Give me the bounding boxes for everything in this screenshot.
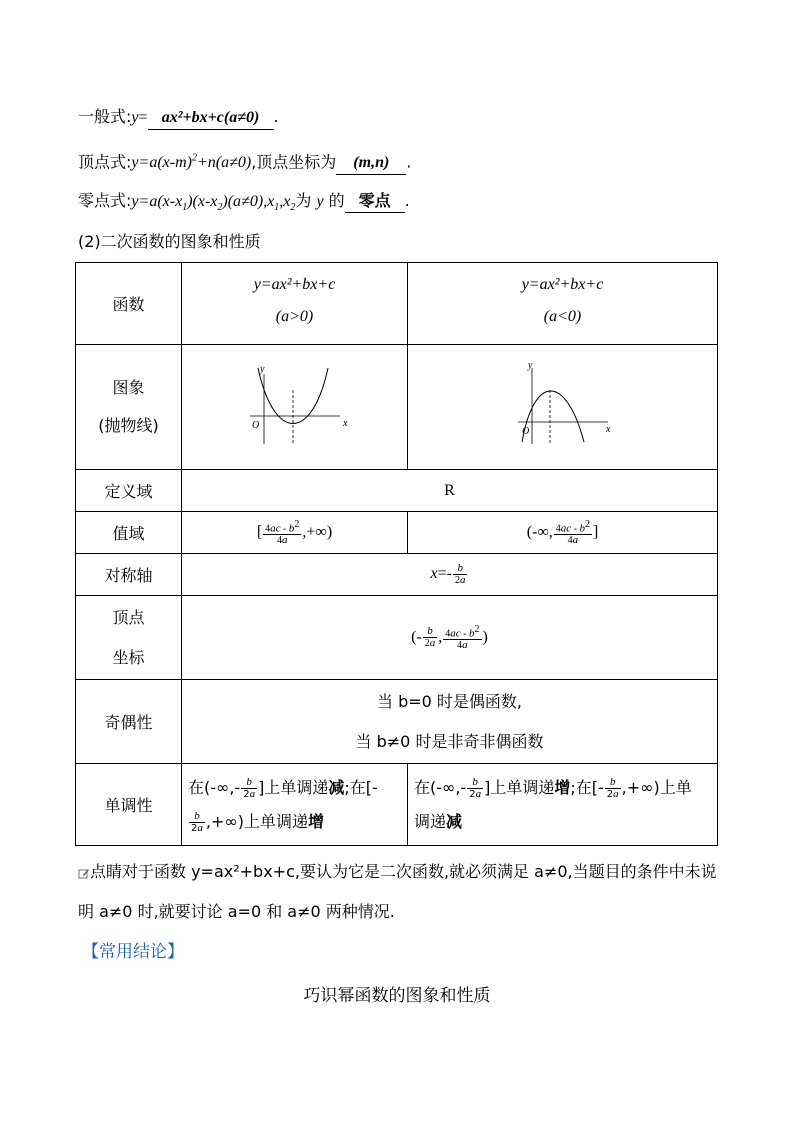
row-header-range: 值域 <box>76 512 182 554</box>
mono-text: 在(-∞,- <box>188 777 241 797</box>
zero-form-line <box>78 190 410 219</box>
formula-cell-neg <box>408 263 718 345</box>
fraction: $\frac{b}{2a}$ <box>454 562 466 586</box>
row-header-graph <box>76 345 182 470</box>
general-form-label: 一般式: <box>78 107 132 126</box>
y-axis-label: y <box>259 364 264 375</box>
graph-cell-upward <box>182 345 408 470</box>
parity-line-2: 当 b≠0 时是非奇非偶函数 <box>355 731 544 751</box>
y-axis-label: y <box>527 360 532 371</box>
vertex-form-label: 顶点式: <box>78 152 132 172</box>
formula-pos: y=ax²+bx+c <box>253 275 336 293</box>
row-header-axis: 对称轴 <box>76 554 182 596</box>
row-header-domain: 定义域 <box>76 470 182 512</box>
table-row-vertex <box>76 596 718 680</box>
table-row-domain <box>76 470 718 512</box>
fraction: $\frac{b}{2a}$ <box>424 625 436 649</box>
tip-note <box>78 852 718 932</box>
mono-decreasing: 减 <box>446 811 463 831</box>
mono-decreasing: 减 <box>328 777 345 797</box>
common-conclusion-heading: 【常用结论】 <box>82 942 184 962</box>
parity-value <box>182 680 718 764</box>
zero-mid-text-2: 的 <box>323 191 345 210</box>
x-axis-label: x <box>605 424 610 435</box>
upward-parabola-graph <box>240 360 350 450</box>
fraction: $\frac{4ac - b^2}{4a}$ <box>265 518 300 547</box>
condition-neg: (a<0) <box>543 307 582 325</box>
zero-form-label: 零点式: <box>78 191 132 210</box>
monotonicity-pos <box>182 764 408 846</box>
downward-parabola-graph <box>508 360 618 450</box>
range-pos: [ $\frac{4ac - b^2}{4a}$ ,+∞) <box>182 512 408 554</box>
power-function-title: 巧识幂函数的图象和性质 <box>303 986 491 1006</box>
axis-value: x=- $\frac{b}{2a}$ <box>182 554 718 596</box>
table-row-axis <box>76 554 718 596</box>
mono-increasing: 增 <box>307 811 324 831</box>
vertex-blank: (m,n) <box>336 152 406 175</box>
table-row-monotonicity <box>76 764 718 846</box>
mono-text: 在(-∞,- <box>414 777 467 797</box>
y-symbol: y <box>131 109 139 126</box>
table-row-range <box>76 512 718 554</box>
fraction: $\frac{b}{2a}$ <box>243 775 256 800</box>
zero-mid-text: 为 <box>295 191 317 210</box>
mono-text: ]上单调递 <box>484 777 555 797</box>
mono-text: ]上单调递 <box>258 777 329 797</box>
row-header-function: 函数 <box>76 263 182 345</box>
pencil-icon <box>78 867 90 879</box>
vertex-coord-label: ,顶点坐标为 <box>251 152 337 172</box>
fraction: $\frac{b}{2a}$ <box>469 775 482 800</box>
monotonicity-neg <box>408 764 718 846</box>
mono-text: ;在[- <box>570 777 604 797</box>
period: . <box>406 152 412 172</box>
parity-line-1: 当 b=0 时是偶函数, <box>376 691 522 711</box>
graph-cell-downward <box>408 345 718 470</box>
x-axis-label: x <box>342 418 347 429</box>
vertex-label-1: 顶点 <box>112 607 145 627</box>
graph-label: 图象 <box>112 378 145 397</box>
vertex-form-line <box>78 148 411 175</box>
formula-neg: y=ax²+bx+c <box>521 275 604 293</box>
row-header-monotonicity: 单调性 <box>76 764 182 846</box>
condition-pos: (a>0) <box>275 307 314 325</box>
y-symbol: y <box>316 193 324 210</box>
mono-text: ,+∞)上单 <box>621 777 692 797</box>
table-row-parity <box>76 680 718 764</box>
fraction: $\frac{4ac - b^2}{4a}$ <box>555 518 590 547</box>
vertex-formula: $y=a(x-m)^2+n(a\ne 0)$ <box>131 153 252 172</box>
zero-formula: $y=a(x-x_1)(x-x_2)(a\ne 0),x_1,x_2$ <box>131 193 296 214</box>
range-neg: (-∞, $\frac{4ac - b^2}{4a}$ ] <box>408 512 718 554</box>
table-row-graph <box>76 345 718 470</box>
row-header-parity: 奇偶性 <box>76 680 182 764</box>
mono-text: ;在[- <box>344 777 378 797</box>
general-form-line <box>78 106 279 130</box>
vertex-value: (- $\frac{b}{2a}$ , $\frac{4ac - b^2}{4a}$ ) <box>182 596 718 680</box>
quadratic-properties-table <box>75 262 718 846</box>
mono-text: 调递 <box>414 811 447 831</box>
domain-value: R <box>182 470 718 512</box>
equals-sign: = <box>138 109 148 126</box>
row-header-vertex <box>76 596 182 680</box>
table-row-function <box>76 263 718 345</box>
fraction: $\frac{4ac - b^2}{4a}$ <box>445 623 480 652</box>
tip-text: 点睛对于函数 y=ax²+bx+c,要认为它是二次函数,就必须满足 a≠0,当题目的条件中未说明 a≠0 时,就要讨论 a=0 和 a≠0 两种情况. <box>78 862 717 921</box>
formula-cell-pos <box>182 263 408 345</box>
fraction: $\frac{b}{2a}$ <box>606 775 619 800</box>
general-form-blank: ax²+bx+c(a≠0) <box>148 107 274 130</box>
fraction: $\frac{b}{2a}$ <box>191 809 203 834</box>
parabola-label: (抛物线) <box>98 416 159 435</box>
mono-text: ,+∞)上单调递 <box>205 811 308 831</box>
vertex-label-2: 坐标 <box>112 647 145 667</box>
period: . <box>273 107 279 126</box>
section-heading: (2)二次函数的图象和性质 <box>78 232 261 251</box>
period: . <box>404 191 410 210</box>
zero-blank: 零点 <box>345 190 405 213</box>
parabola-curve <box>522 391 584 442</box>
origin-label: O <box>521 426 529 437</box>
mono-increasing: 增 <box>554 777 571 797</box>
origin-label: O <box>251 420 259 431</box>
